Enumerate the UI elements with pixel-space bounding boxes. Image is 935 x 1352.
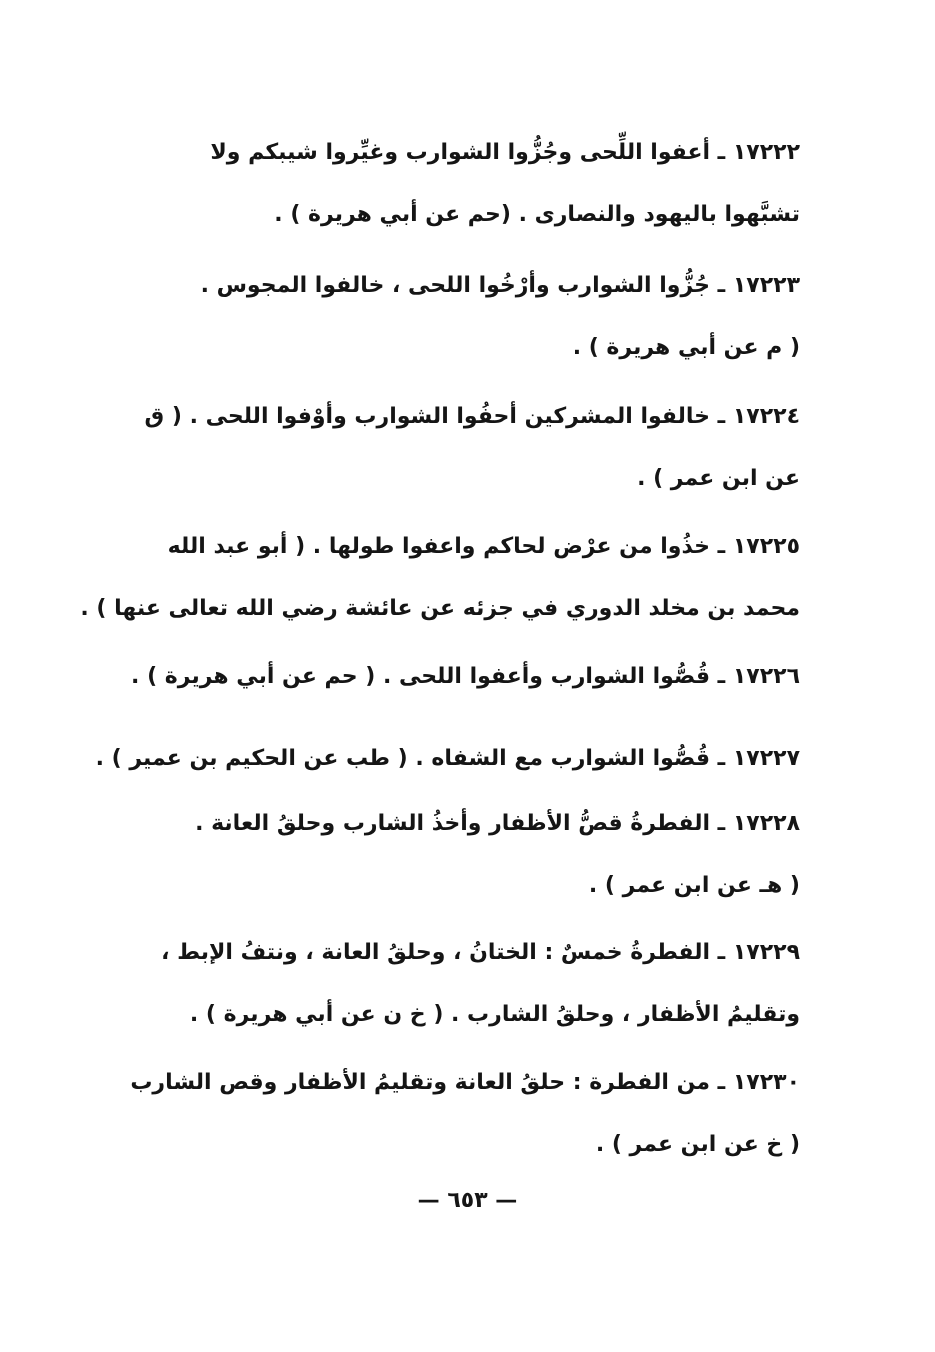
entry-line: وتقليمُ الأظفار ، وحلقُ الشارب . ( خ ن عن أبي هريرة ) . <box>189 1002 800 1027</box>
entry-line: ( خ عن ابن عمر ) . <box>595 1132 800 1157</box>
entry-17230 <box>130 1052 800 1176</box>
entry-line: محمد بن مخلد الدوري في جزئه عن عائشة رضي الله تعالى عنها ) . <box>80 596 800 621</box>
entry-17223 <box>140 255 800 379</box>
entry-line: ١٧٢٢٧ ـ قُصُّوا الشوارب مع الشفاه . ( طب عن الحكيم بن عمير ) . <box>95 746 800 771</box>
entry-line: تشبَّهوا باليهود والنصارى . (حم عن أبي هريرة ) . <box>274 202 800 227</box>
entry-line: ١٧٢٣٠ ـ من الفطرة : حلقُ العانة وتقليمُ الأظفار وقص الشارب <box>130 1070 800 1095</box>
entry-line: ١٧٢٢٣ ـ جُزُّوا الشوارب وأرْخُوا اللحى ، خالفوا المجوس . <box>200 273 800 298</box>
entry-line: ( م عن أبي هريرة ) . <box>572 335 800 360</box>
entry-17229 <box>140 922 800 1046</box>
entry-line: ١٧٢٢٥ ـ خذُوا من عرْض لحاكم واعفوا طولها . ( أبو عبد الله <box>167 534 800 559</box>
entry-line: ١٧٢٢٤ ـ خالفوا المشركين أحفُوا الشوارب وأوْفوا اللحى . ( ق <box>144 404 800 429</box>
page-number: — ٦٥٣ — <box>417 1188 518 1213</box>
entry-line: ١٧٢٢٩ ـ الفطرةُ خمسٌ : الختانُ ، وحلقُ العانة ، ونتفُ الإبط ، <box>161 940 800 965</box>
entry-17225 <box>80 516 800 640</box>
entry-line: ١٧٢٢٢ ـ أعفوا اللِّحى وجُزُّوا الشوارب وغيِّروا شيبكم ولا <box>210 140 800 165</box>
entry-17224 <box>140 386 800 510</box>
entry-17227 <box>95 728 800 790</box>
entry-17226 <box>131 646 800 708</box>
entry-line: ١٧٢٢٨ ـ الفطرةُ قصُّ الأظفار وأخذُ الشارب وحلقُ العانة . <box>195 811 800 836</box>
entry-line: عن ابن عمر ) . <box>637 466 800 491</box>
entry-17222 <box>140 122 800 246</box>
entry-line: ( هـ عن ابن عمر ) . <box>588 873 800 898</box>
entry-17228 <box>140 793 800 917</box>
entry-line: ١٧٢٢٦ ـ قُصُّوا الشوارب وأعفوا اللحى . ( حم عن أبي هريرة ) . <box>131 664 800 689</box>
